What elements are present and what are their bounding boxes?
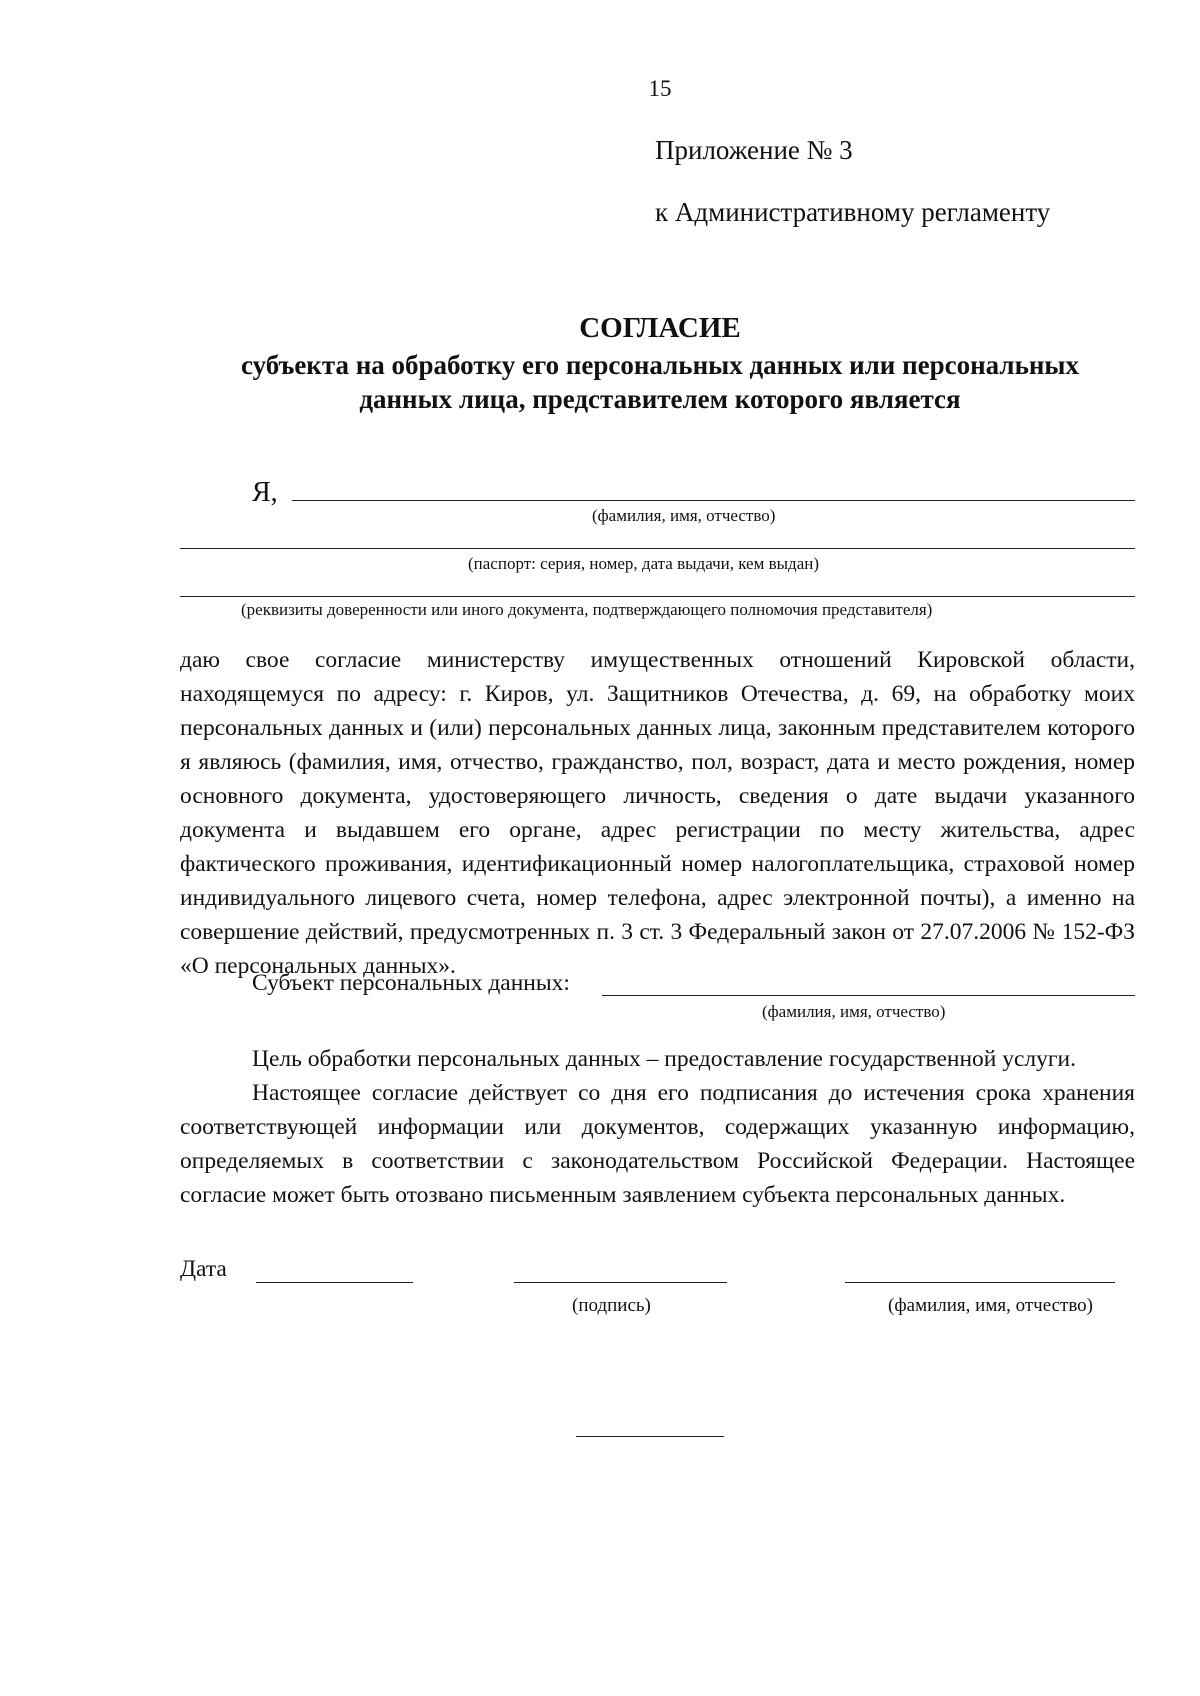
document-subtitle-line-2: данных лица, представителем которого является <box>359 384 961 414</box>
subject-input-line[interactable] <box>602 995 1135 996</box>
consent-paragraph: даю свое согласие министерству имущественных отношений Кировской области, находящемуся по адресу: г. Киров, ул. Защитников Отечества, д. 69, на обработку моих персональных данных и (или) персональных данных лица, законным представителем которого я являюсь (фамилия, имя, отчество, гражданство, пол, возраст, дата и место рождения, номер основного документа, удостоверяющего личность, сведения о дате выдачи указанного документа и выдавшем его органе, адрес регистрации по месту жительства, адрес фактического проживания, идентификационный номер налогоплательщика, страховой номер индивидуального лицевого счета, номер телефона, адрес электронной почты), а именно на совершение действий, предусмотренных п. 3 ст. 3 Федеральный закон от 27.07.2006 № 152-ФЗ «О персональных данных». <box>180 647 1135 979</box>
fio-input-line[interactable] <box>292 500 1135 501</box>
appendix-label: Приложение № 3 <box>655 135 853 165</box>
document-title: СОГЛАСИЕ <box>579 312 741 344</box>
date-input-line[interactable] <box>256 1282 413 1283</box>
subject-label: Субъект персональных данных: <box>252 970 570 996</box>
ya-label: Я, <box>252 477 278 508</box>
signature-fio-caption: (фамилия, имя, отчество) <box>888 1295 1094 1316</box>
signature-fio-input-line[interactable] <box>845 1282 1115 1283</box>
signature-input-line[interactable] <box>514 1282 727 1283</box>
closing-divider <box>576 1436 724 1437</box>
signature-caption: (подпись) <box>572 1295 651 1316</box>
power-of-attorney-caption: (реквизиты доверенности или иного документа, подтверждающего полномочия представителя) <box>241 600 933 619</box>
regulation-label: к Административному регламенту <box>655 197 1051 227</box>
date-label: Дата <box>180 1256 227 1282</box>
passport-input-line[interactable] <box>180 548 1135 549</box>
fio-caption: (фамилия, имя, отчество) <box>592 506 776 525</box>
validity-paragraph: Настоящее согласие действует со дня его подписания до истечения срока хранения соответствующей информации или документов, содержащих указанную информацию, определяемых в соответствии с законодательством Российской Федерации. Настоящее согласие может быть отозвано письменным заявлением субъекта персональных данных. <box>180 1080 1135 1208</box>
document-subtitle-line-1: субъекта на обработку его персональных данных или персональных <box>240 350 1079 380</box>
subject-caption: (фамилия, имя, отчество) <box>762 1002 946 1021</box>
passport-caption: (паспорт: серия, номер, дата выдачи, кем выдан) <box>468 554 820 573</box>
page-number: 15 <box>648 76 672 101</box>
power-of-attorney-input-line[interactable] <box>180 596 1135 597</box>
purpose-paragraph: Цель обработки персональных данных – предоставление государственной услуги. <box>252 1046 1076 1072</box>
